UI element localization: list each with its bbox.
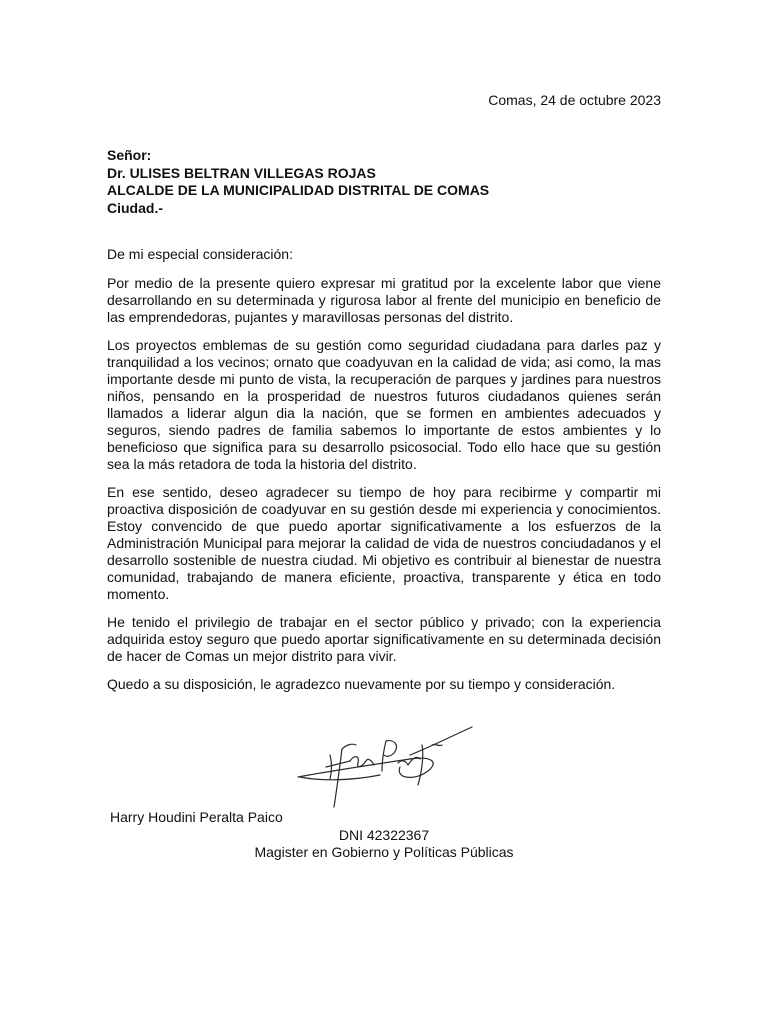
signer-name: Harry Houdini Peralta Paico <box>110 809 283 825</box>
letter-closing: Quedo a su disposición, le agradezco nuevamente por su tiempo y consideración. <box>107 676 616 692</box>
signer-title: Magister en Gobierno y Políticas Públicas <box>254 844 514 860</box>
recipient-salutation: Señor: <box>107 147 152 163</box>
recipient-city: Ciudad.- <box>107 199 163 216</box>
letter-body <box>107 246 661 704</box>
recipient-name: Dr. ULISES BELTRAN VILLEGAS ROJAS <box>107 164 376 181</box>
letter-date: Comas, 24 de octubre 2023 <box>488 92 661 108</box>
signer-dni: DNI 42322367 <box>338 827 430 843</box>
recipient-block <box>107 147 489 217</box>
letter-paragraph: He tenido el privilegio de trabajar en el sector público y privado; con la experiencia adquirida estoy seguro que puedo aportar significativamente en su determinada decisión de hacer de Comas un mejor distrito para vivir. <box>107 614 661 664</box>
letter-paragraph: Por medio de la presente quiero expresar mi gratitud por la excelente labor que viene desarrollando en su determinada y rigurosa labor al frente del municipio en beneficio de las emprendedoras, pujantes y maravillosas personas del distrito. <box>107 275 661 325</box>
letter-greeting: De mi especial consideración: <box>107 246 293 262</box>
letter-paragraph: Los proyectos emblemas de su gestión como seguridad ciudadana para darles paz y tranquilidad a los vecinos; ornato que coadyuvan en la calidad de vida; asi como, la mas importante desde mi punto de vista, la recuperación de parques y jardines para nuestros niños, pensando en la prosperidad de nuestros futuros ciudadanos quienes serán llamados a liderar algun dia la nación, que se formen en ambientes adecuados y seguros, siendo padres de familia sabemos lo importante de estos ambientes y lo beneficioso que significa para su desarrollo psicosocial. Todo ello hace que su gestión sea la más retadora de toda la historia del distrito. <box>107 337 661 472</box>
letter-paragraph: En ese sentido, deseo agradecer su tiempo de hoy para recibirme y compartir mi proactiva disposición de coadyuvar en su gestión desde mi experiencia y conocimientos. Estoy convencido de que puedo aportar significativamente a los esfuerzos de la Administración Municipal para mejorar la calidad de vida de nuestros conciudadanos y el desarrollo sostenible de nuestra ciudad. Mi objetivo es contribuir al bienestar de nuestra comunidad, trabajando de manera eficiente, proactiva, transparente y ética en todo momento. <box>107 484 661 602</box>
handwritten-signature <box>290 715 480 815</box>
recipient-position: ALCALDE DE LA MUNICIPALIDAD DISTRITAL DE COMAS <box>107 182 490 198</box>
